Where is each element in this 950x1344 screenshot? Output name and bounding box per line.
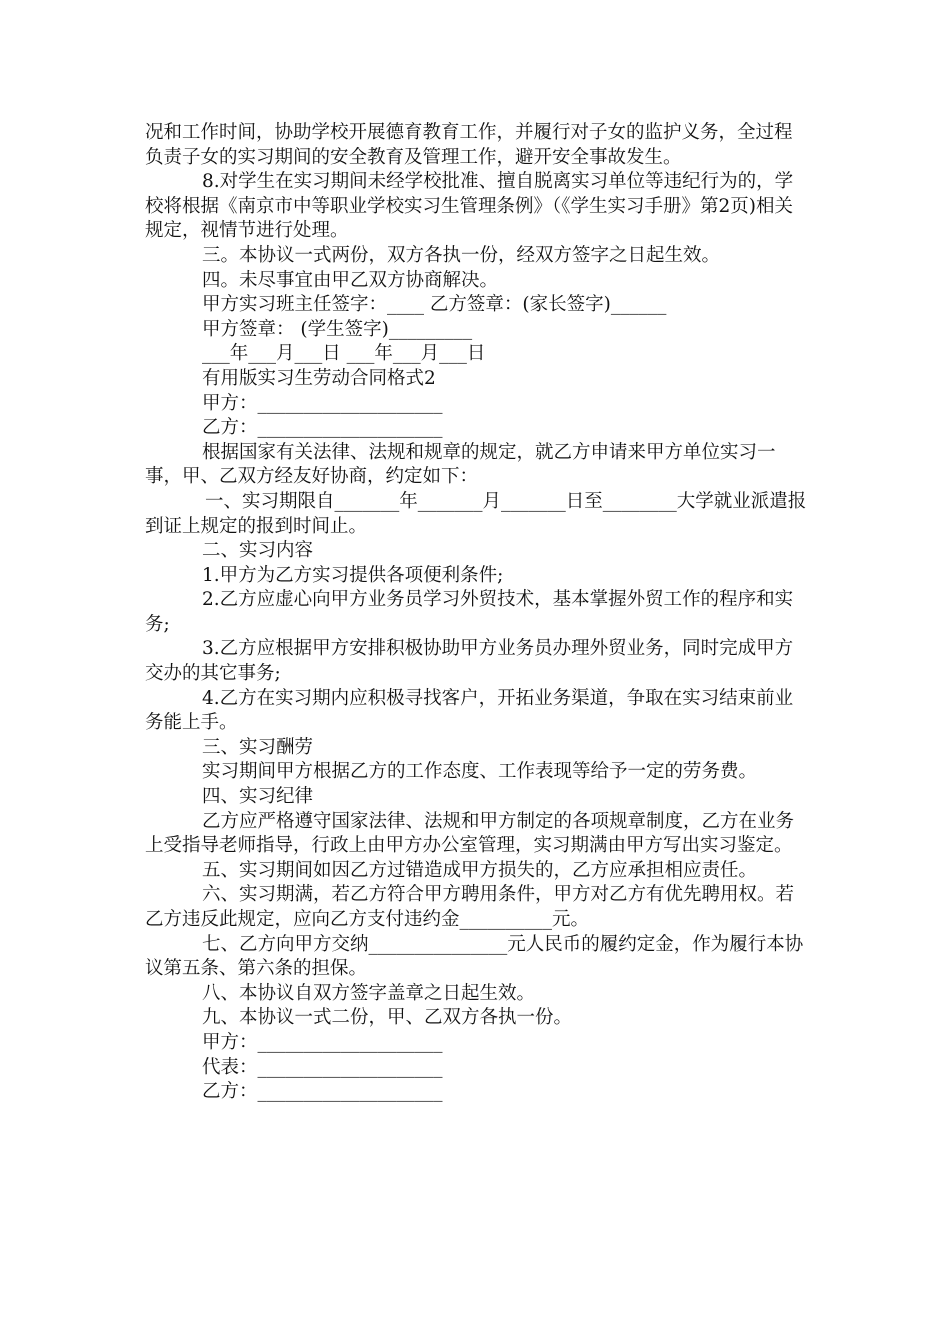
paragraph: 甲方：____________________ — [202, 1031, 443, 1053]
paragraph: 甲方：____________________ — [202, 392, 443, 414]
paragraph: 8.对学生在实习期间未经学校批准、擅自脱离实习单位等违纪行为的，学校将根据《南京市中等职业学校实习生管理条例》（《学生实习手册》第2页)相关规定，视情节进行处理。 — [145, 171, 794, 242]
paragraph: 六、实习期满，若乙方符合甲方聘用条件，甲方对乙方有优先聘用权。若乙方违反此规定，应向乙方支付违约金__________元。 — [145, 884, 795, 930]
paragraph: 四、实习纪律 — [202, 786, 314, 808]
paragraph: 五、实习期间如因乙方过错造成甲方损失的，乙方应承担相应责任。 — [202, 859, 758, 881]
paragraph: 4.乙方在实习期内应积极寻找客户，开拓业务渠道，争取在实习结束前业务能上手。 — [145, 687, 794, 734]
paragraph: 3.乙方应根据甲方安排积极协助甲方业务员办理外贸业务，同时完成甲方交办的其它事务; — [145, 638, 794, 685]
paragraph: 乙方：____________________ — [202, 1081, 443, 1103]
paragraph: 1.甲方为乙方实习提供各项便利条件; — [202, 564, 504, 586]
paragraph: 乙方应严格遵守国家法律、法规和甲方制定的各项规章制度，乙方在业务上受指导老师指导，行政上由甲方办公室管理，实习期满由甲方写出实习鉴定。 — [145, 810, 795, 857]
paragraph: 甲方签章： (学生签字)_________ — [202, 318, 473, 340]
paragraph: 根据国家有关法律、法规和规章的规定，就乙方申请来甲方单位实习一事，甲、乙双方经友好协商，约定如下： — [145, 441, 776, 488]
paragraph: 二、实习内容 — [202, 540, 314, 562]
paragraph: 三、实习酬劳 — [202, 736, 314, 758]
paragraph: 四。未尽事宜由甲乙双方协商解决。 — [202, 269, 499, 291]
document-body — [145, 121, 810, 1105]
paragraph: 七、乙方向甲方交纳_______________元人民币的履约定金，作为履行本协议第五条、第六条的担保。 — [145, 933, 804, 980]
paragraph: 代表：____________________ — [202, 1056, 443, 1078]
paragraph: 一、实习期限自_______年_______月_______日至________大学就业派遣报到证上规定的报到时间止。 — [145, 490, 807, 537]
paragraph: 八、本协议自双方签字盖章之日起生效。 — [202, 982, 536, 1004]
paragraph: 九、本协议一式二份，甲、乙双方各执一份。 — [202, 1007, 573, 1029]
paragraph: 有用版实习生劳动合同格式2 — [202, 367, 436, 389]
paragraph: 甲方实习班主任签字：____ 乙方签章：(家长签字)______ — [202, 294, 667, 316]
paragraph: 况和工作时间，协助学校开展德育教育工作，并履行对子女的监护义务，全过程负责子女的实习期间的安全教育及管理工作，避开安全事故发生。 — [145, 122, 793, 168]
paragraph: 实习期间甲方根据乙方的工作态度、工作表现等给予一定的劳务费。 — [202, 761, 758, 783]
paragraph: 三。本协议一式两份，双方各执一份，经双方签字之日起生效。 — [202, 244, 721, 266]
paragraph: 2.乙方应虚心向甲方业务员学习外贸技术，基本掌握外贸工作的程序和实务; — [145, 589, 794, 635]
paragraph: 乙方：____________________ — [202, 417, 443, 439]
paragraph: ___年___月___日 ___年___月___日 — [202, 343, 486, 365]
